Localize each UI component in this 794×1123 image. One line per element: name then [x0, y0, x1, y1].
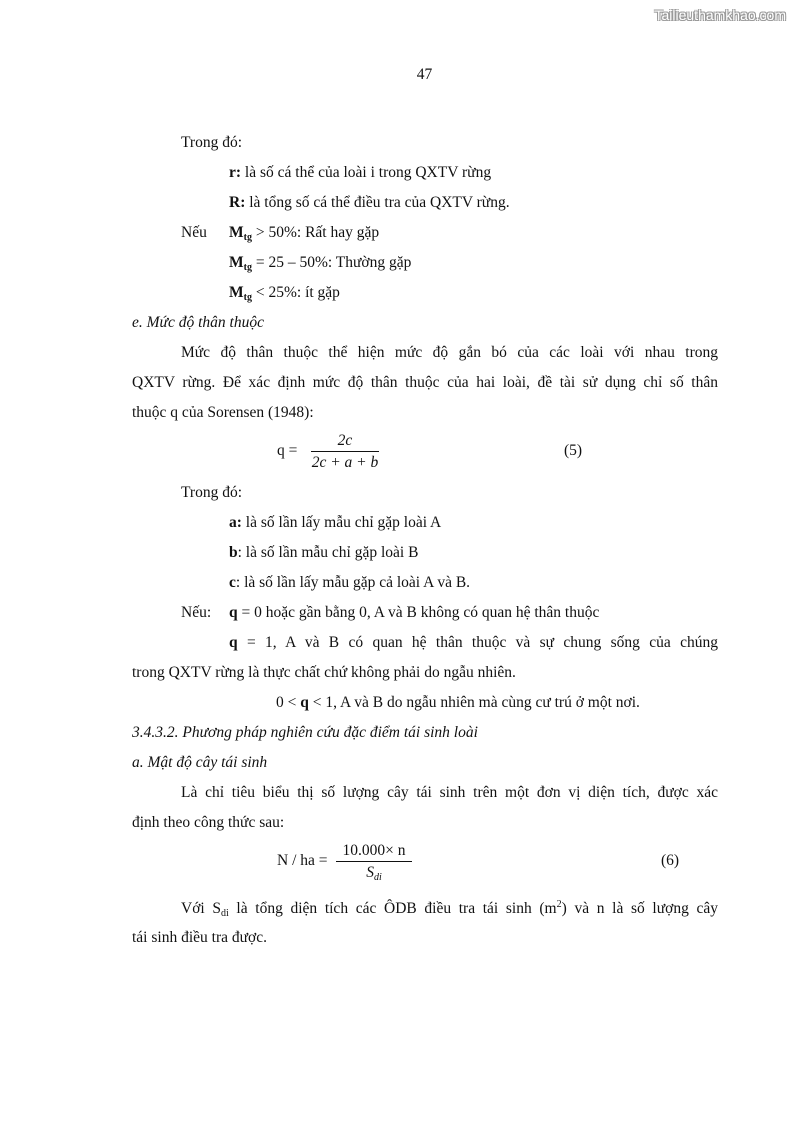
affinity-para-line-3: thuộc q của Sorensen (1948):	[132, 404, 314, 421]
formula5-numerator: 2c	[337, 432, 353, 449]
definition-a	[229, 514, 441, 532]
definition-b	[229, 544, 418, 562]
key-q: q	[229, 634, 238, 651]
page-number: 47	[416, 66, 433, 83]
heading-affinity: e. Mức độ thân thuộc	[132, 314, 264, 331]
mtg-symbol: $M_{tg}$	[229, 224, 252, 243]
q-condition-2-cont: trong QXTV rừng là thực chất chứ không phải do ngẫu nhiên.	[132, 664, 516, 681]
formula6-denominator: $S_{di}$	[366, 864, 382, 883]
final-para-line-1: Với $S_{di}$ là tổng diện tích các ÔDB điều tra tái $\sinh (m^2)$ và n là số lượng cây	[181, 899, 718, 919]
q-text-2: = 1, A và B có quan hệ thân thuộc và sự chung sống của chúng	[237, 634, 718, 651]
key-c: c	[229, 574, 236, 591]
mtg-text-2: = 25 – 50%: Thường gặp	[251, 254, 412, 271]
if-label-2: Nếu:	[181, 604, 212, 621]
key-b: b	[229, 544, 238, 561]
mtg-condition-3	[229, 284, 340, 303]
formula5-lhs: q =	[277, 442, 298, 459]
q-condition-1	[229, 604, 599, 622]
formula5-number: (5)	[564, 442, 583, 459]
definition-c	[229, 574, 470, 592]
key-a: a:	[229, 514, 242, 531]
formula6-fraction	[336, 842, 412, 887]
if-label-1: Nếu	[181, 224, 207, 241]
definition-r	[229, 164, 491, 182]
text-b: : là số lần mẫu chỉ gặp loài B	[237, 544, 419, 561]
text-r: là số cá thể của loài i trong QXTV rừng	[241, 164, 492, 181]
q-text-1: = 0 hoặc gần bằng 0, A và B không có quan hệ thân thuộc	[237, 604, 600, 621]
key-q: q	[300, 694, 309, 711]
mtg-symbol: $M_{tg}$	[229, 284, 252, 303]
heading-regeneration: 3.4.3.2. Phương pháp nghiên cứu đặc điểm tái sinh loài	[132, 724, 478, 741]
q-condition-3	[276, 694, 640, 712]
definition-R	[229, 194, 510, 212]
density-para-line-2: định theo công thức sau:	[132, 814, 285, 831]
fraction-bar	[311, 451, 379, 452]
final-para-line-2: tái sinh điều tra được.	[132, 929, 267, 946]
key-q: q	[229, 604, 238, 621]
mtg-text-3: < 25%: ít gặp	[251, 284, 340, 301]
mtg-text-1: > 50%: Rất hay gặp	[251, 224, 380, 241]
density-para-line-1: Là chỉ tiêu biểu thị số lượng cây tái sinh trên một đơn vị diện tích, được xác	[181, 784, 718, 801]
q-text-3: < 1, A và B do ngẫu nhiên mà cùng cư trú ở một nơi.	[308, 694, 640, 711]
formula5-fraction	[311, 432, 379, 472]
heading-density: a. Mật độ cây tái sinh	[132, 754, 268, 771]
mtg-symbol: $M_{tg}$	[229, 254, 252, 273]
mtg-condition-1	[229, 224, 379, 243]
affinity-para-line-1: Mức độ thân thuộc thể hiện mức độ gắn bó của các loài với nhau trong	[181, 344, 718, 361]
where-label-2: Trong đó:	[181, 484, 243, 501]
formula5-denominator: 2c + a + b	[311, 454, 379, 471]
formula6-number: (6)	[661, 852, 680, 869]
fraction-bar	[336, 861, 412, 862]
watermark: Tailieuthamkhao.com	[654, 7, 786, 23]
formula6-lhs: N / ha =	[277, 852, 328, 869]
where-label-1: Trong đó:	[181, 134, 243, 151]
q-pre-3: 0 <	[276, 694, 301, 711]
key-R: R:	[229, 194, 246, 211]
text-c: : là số lần lấy mẫu gặp cả loài A và B.	[235, 574, 471, 591]
text-a: là số lần lấy mẫu chỉ gặp loài A	[241, 514, 442, 531]
q-condition-2	[229, 634, 718, 652]
mtg-condition-2	[229, 254, 411, 273]
affinity-para-line-2: QXTV rừng. Để xác định mức độ thân thuộc của hai loài, đề tài sử dụng chỉ số thân	[132, 374, 718, 391]
key-r: r:	[229, 164, 242, 181]
text-R: là tổng số cá thể điều tra của QXTV rừng.	[245, 194, 510, 211]
formula6-numerator: 10.000× n	[342, 842, 406, 859]
